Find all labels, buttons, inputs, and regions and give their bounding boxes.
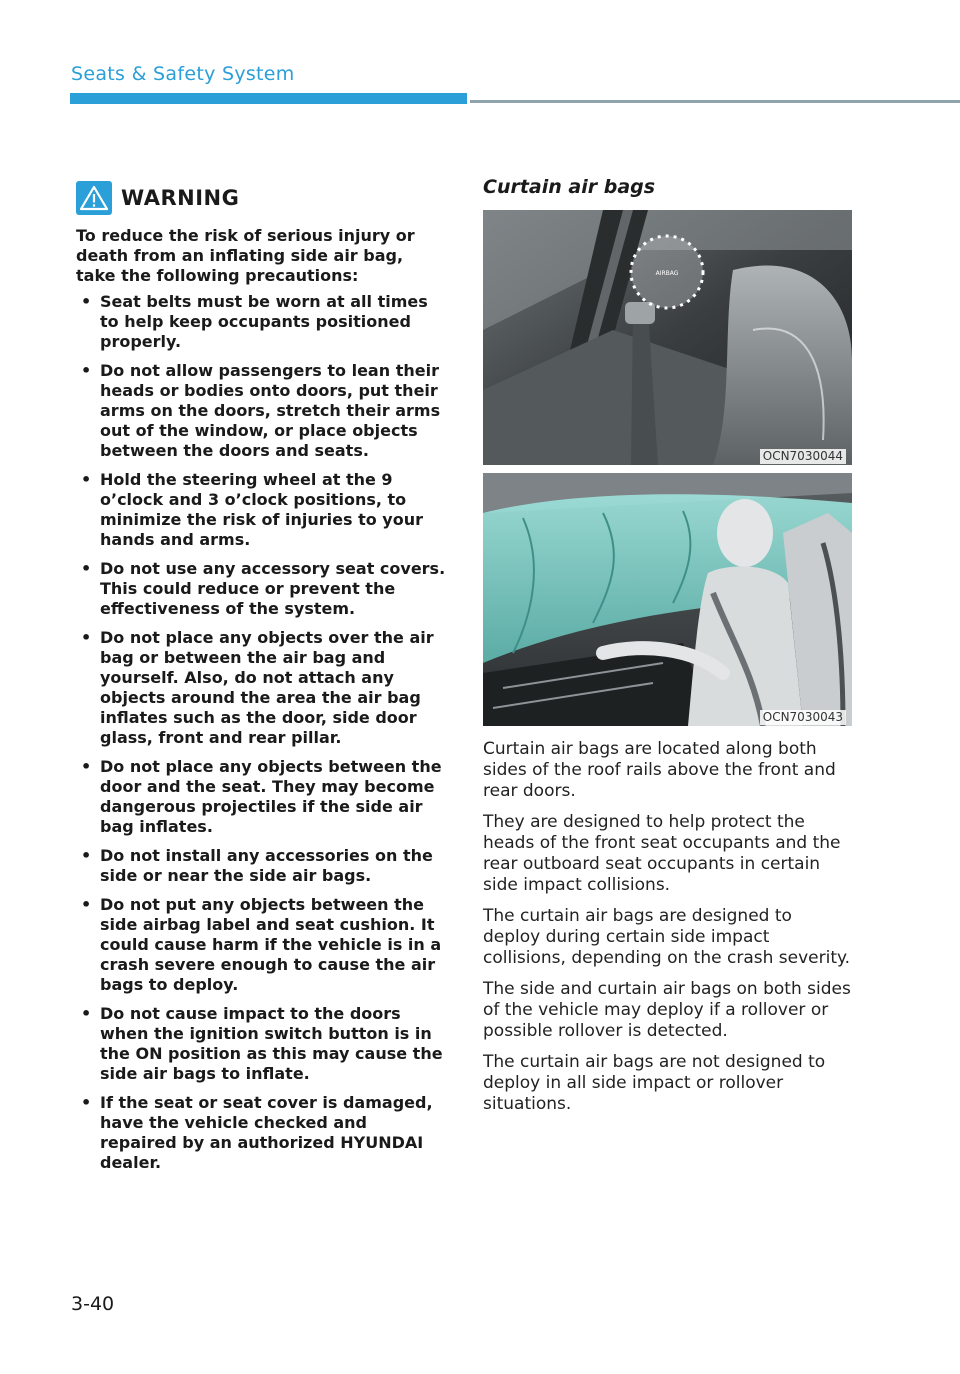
body-paragraph: Curtain air bags are located along both sides of the roof rails above the front and rear doors. xyxy=(483,739,836,801)
airbag-label-illustration xyxy=(483,210,852,465)
figure-curtain-deployed xyxy=(483,473,852,726)
bullet-glyph: • xyxy=(81,895,92,914)
figure-code: OCN7030044 xyxy=(760,449,846,464)
warning-item-text: If the seat or seat cover is damaged, have the vehicle checked and repaired by an authorized HYUNDAI dealer. xyxy=(100,1093,433,1172)
curtain-airbag-illustration xyxy=(483,473,852,726)
bullet-glyph: • xyxy=(81,1093,92,1112)
warning-item-text: Do not cause impact to the doors when the ignition switch button is in the ON position as this may cause the side air bags to inflate. xyxy=(100,1004,443,1083)
warning-item-text: Do not install any accessories on the side or near the side air bags. xyxy=(100,846,433,885)
page-number: 3-40 xyxy=(71,1293,115,1315)
warning-column xyxy=(76,180,446,1182)
warning-item-text: Do not place any objects between the door and the seat. They may become dangerous projectiles if the side air bag inflates. xyxy=(100,757,442,836)
warning-item-text: Hold the steering wheel at the 9 o’clock and 3 o’clock positions, to minimize the risk of injuries to your hands and arms. xyxy=(100,470,423,549)
warning-item-text: Do not use any accessory seat covers. This could reduce or prevent the effectiveness of the system. xyxy=(100,559,446,618)
warning-item-text: Do not allow passengers to lean their heads or bodies onto doors, put their arms on the doors, stretch their arms out of the window, or place objects between the doors and seats. xyxy=(100,361,441,460)
bullet-glyph: • xyxy=(81,757,92,776)
body-paragraph: The curtain air bags are not designed to deploy in all side impact or rollover situations. xyxy=(483,1052,826,1114)
warning-item xyxy=(76,559,446,619)
curtain-section-title: Curtain air bags xyxy=(483,176,656,198)
curtain-body xyxy=(483,739,853,1115)
warning-item xyxy=(76,846,446,886)
warning-item xyxy=(76,361,446,461)
header-section-title: Seats & Safety System xyxy=(71,63,295,85)
warning-title: WARNING xyxy=(121,186,240,210)
bullet-glyph: • xyxy=(81,470,92,489)
warning-item xyxy=(76,1004,446,1084)
warning-intro: To reduce the risk of serious injury or death from an inflating side air bag, take the following precautions: xyxy=(76,226,415,285)
warning-item xyxy=(76,470,446,550)
warning-item xyxy=(76,1093,446,1173)
header-rule-divider xyxy=(470,100,960,103)
figure-code: OCN7030043 xyxy=(760,710,846,725)
body-paragraph: They are designed to help protect the heads of the front seat occupants and the rear outboard seat occupants in certain side impact collisions. xyxy=(483,812,841,895)
bullet-glyph: • xyxy=(81,846,92,865)
warning-item xyxy=(76,292,446,352)
body-paragraph: The curtain air bags are designed to deploy during certain side impact collisions, depending on the crash severity. xyxy=(483,906,851,968)
curtain-column xyxy=(483,176,853,1125)
warning-list xyxy=(76,292,446,1173)
airbag-label-text: AIRBAG xyxy=(655,270,679,277)
warning-item xyxy=(76,628,446,748)
warning-item-text: Seat belts must be worn at all times to help keep occupants positioned properly. xyxy=(100,292,428,351)
warning-item-text: Do not place any objects over the air bag or between the air bag and yourself. Also, do not attach any objects around the area the air bag inflates such as the door, side door glass, front and rear pillar. xyxy=(100,628,434,747)
warning-item xyxy=(76,895,446,995)
header-rule-accent xyxy=(70,93,467,104)
warning-item xyxy=(76,757,446,837)
bullet-glyph: • xyxy=(81,361,92,380)
bullet-glyph: • xyxy=(81,559,92,578)
figure-airbag-label xyxy=(483,210,852,465)
warning-icon xyxy=(76,181,112,215)
warning-header xyxy=(76,180,446,216)
bullet-glyph: • xyxy=(81,628,92,647)
bullet-glyph: • xyxy=(81,292,92,311)
bullet-glyph: • xyxy=(81,1004,92,1023)
warning-item-text: Do not put any objects between the side airbag label and seat cushion. It could cause harm if the vehicle is in a crash severe enough to cause the air bags to deploy. xyxy=(100,895,442,994)
body-paragraph: The side and curtain air bags on both sides of the vehicle may deploy if a rollover or possible rollover is detected. xyxy=(483,979,851,1041)
